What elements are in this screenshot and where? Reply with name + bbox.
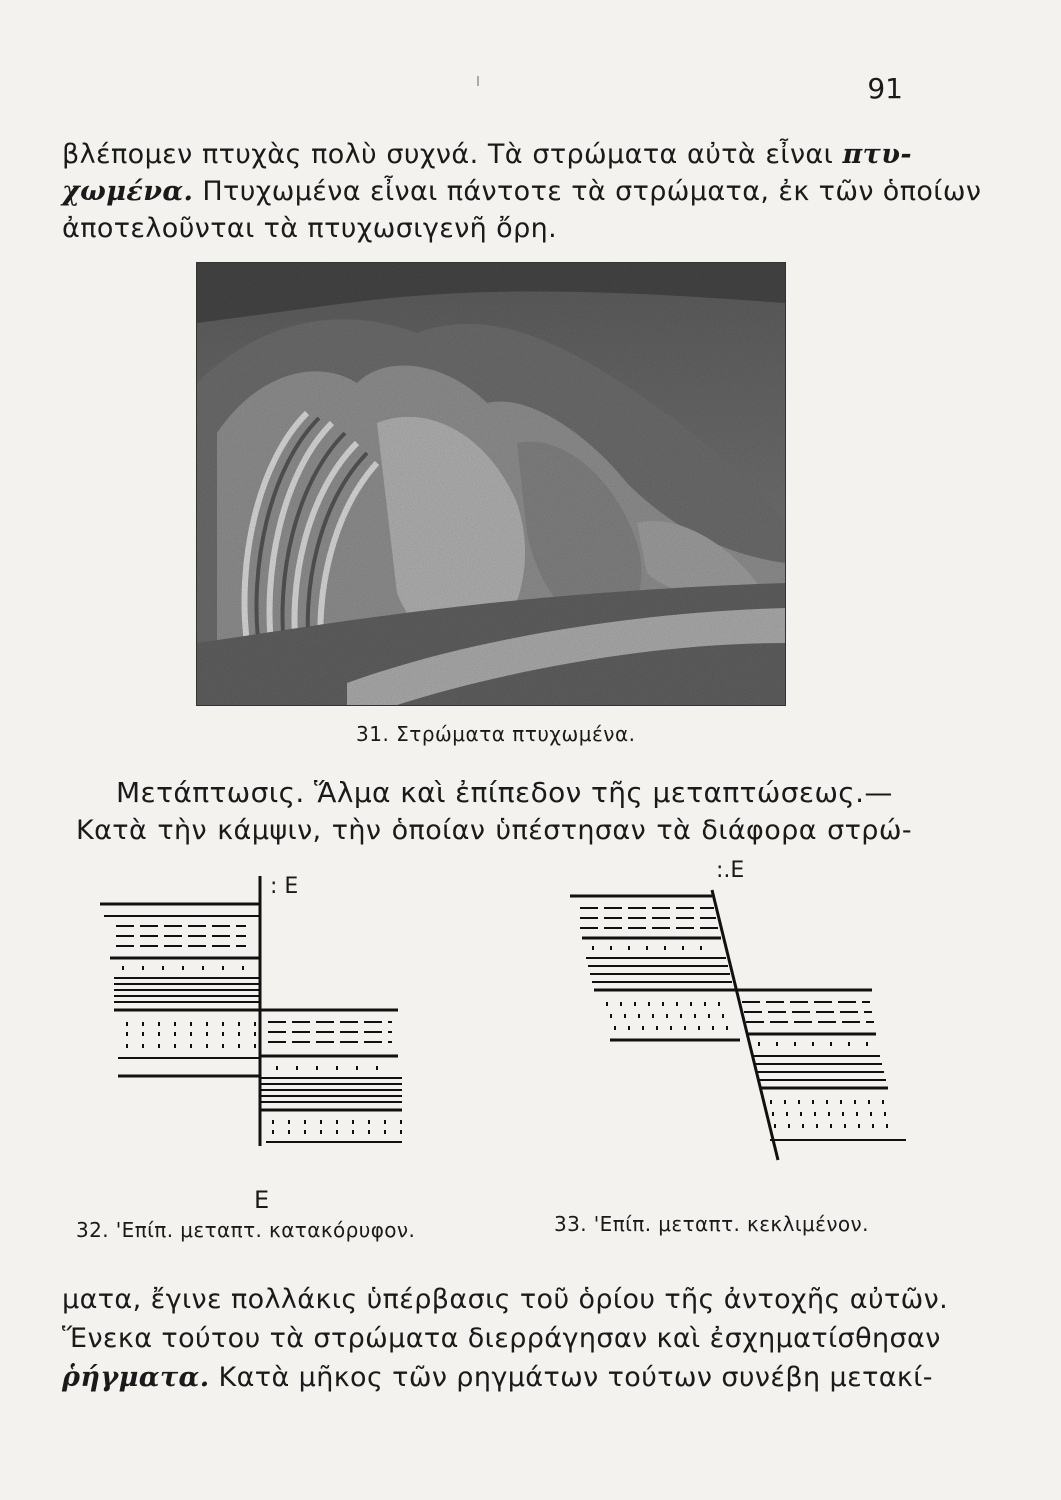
- text-run: βλέπομεν πτυχὰς πολὺ συχνά. Τὰ στρώματα αὐτὰ εἶναι: [62, 139, 843, 170]
- text-run: Πτυχωμένα εἶναι πάντοτε τὰ στρώματα, ἐκ τῶν ὁποίων: [193, 176, 982, 207]
- figure-31-caption: 31. Στρώματα πτυχωμένα.: [356, 722, 636, 746]
- section-line-2: [76, 815, 912, 846]
- paragraph-1-line-3: ἀποτελοῦνται τὰ πτυχωσιγενῆ ὄρη.: [62, 213, 558, 244]
- italic-term: χωμένα.: [62, 176, 194, 207]
- figure-32-caption: 32. 'Επίπ. μεταπτ. κατακόρυφον.: [76, 1218, 416, 1242]
- fault-label-top: : E: [270, 874, 299, 899]
- paragraph-2-line-1: ματα, ἔγινε πολλάκις ὑπέρβασις τοῦ ὁρίου τῆς ἀντοχῆς αὐτῶν.: [62, 1284, 949, 1315]
- vertical-fault-diagram: [96, 876, 414, 1146]
- fault-label-bottom: E: [254, 1186, 270, 1214]
- paragraph-1-line-1: [62, 136, 912, 173]
- figure-33-caption: 33. 'Επίπ. μεταπτ. κεκλιμένον.: [554, 1212, 869, 1236]
- italic-term: ῥήγματα.: [62, 1362, 210, 1393]
- paragraph-1: [62, 136, 982, 247]
- paragraph-1-line-2: [62, 173, 982, 210]
- scan-speck: [477, 76, 479, 86]
- text-run: Κατὰ τὴν κάμψιν, τὴν ὁποίαν ὑπέστησαν τὰ διάφορα στρώ-: [76, 815, 912, 846]
- paragraph-2-line-3: [62, 1358, 933, 1397]
- text-run: Κατὰ μῆκος τῶν ρηγμάτων τούτων συνέβη μετακί-: [209, 1362, 933, 1393]
- italic-term: πτυ-: [842, 139, 912, 170]
- section-heading: Μετάπτωσις. Ἅλμα καὶ ἐπίπεδον τῆς μεταπτώσεως.—: [116, 776, 893, 809]
- folded-strata-photo: [196, 262, 786, 706]
- page-number: 91: [867, 72, 903, 105]
- paragraph-2-line-2: Ἕνεκα τούτου τὰ στρώματα διερράγησαν καὶ ἐσχηματίσθησαν: [62, 1323, 941, 1354]
- inclined-fault-diagram: [566, 860, 924, 1190]
- paragraph-2: [62, 1280, 949, 1397]
- fault-label-top: :.E: [716, 858, 745, 883]
